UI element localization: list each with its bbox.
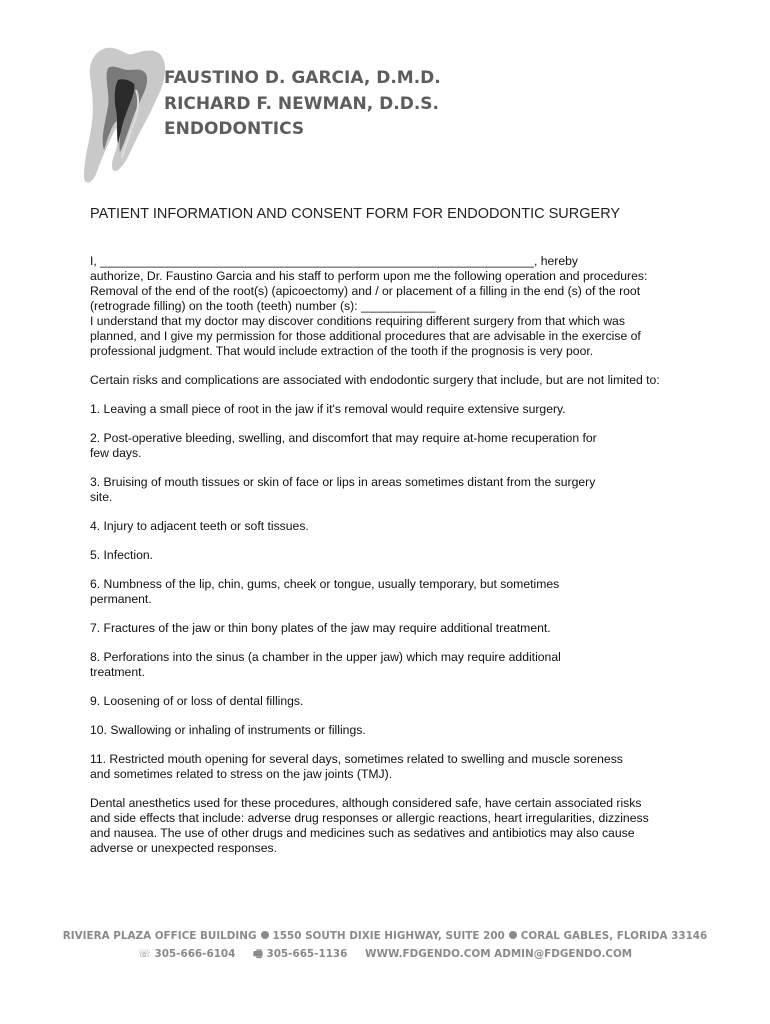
- consent-line-6: planned, and I give my permission for those additional procedures that are advisable in the exercise of: [90, 329, 641, 343]
- form-body: [90, 254, 690, 870]
- consent-line-5: I understand that my doctor may discover conditions requiring different surgery from that which was: [90, 314, 625, 328]
- risk-text: 6. Numbness of the lip, chin, gums, cheek or tongue, usually temporary, but sometimes: [90, 577, 560, 591]
- risk-item: [90, 548, 690, 563]
- footer-website: WWW.FDGENDO.COM: [365, 948, 491, 960]
- risk-text: 4. Injury to adjacent teeth or soft tissues.: [90, 519, 309, 533]
- anesthetics-line: adverse or unexpected responses.: [90, 841, 277, 855]
- risk-text-cont: permanent.: [90, 592, 152, 606]
- risk-text: 3. Bruising of mouth tissues or skin of face or lips in areas sometimes distant from the surgery: [90, 475, 596, 489]
- risk-item: [90, 475, 690, 505]
- footer-contact: [0, 946, 770, 964]
- risk-text: 5. Infection.: [90, 548, 154, 562]
- risk-item: [90, 431, 690, 461]
- footer-building: RIVIERA PLAZA OFFICE BUILDING: [62, 930, 257, 942]
- footer-street: 1550 SOUTH DIXIE HIGHWAY, SUITE 200: [272, 930, 505, 942]
- practice-specialty: ENDODONTICS: [164, 119, 305, 139]
- practice-doctor-1: FAUSTINO D. GARCIA, D.M.D.: [164, 68, 441, 88]
- risk-text: 9. Loosening of or loss of dental fillings.: [90, 694, 304, 708]
- risk-text-cont: and sometimes related to stress on the jaw joints (TMJ).: [90, 767, 393, 781]
- footer-phone: 305-666-6104: [154, 948, 236, 960]
- bullet-icon: [509, 931, 517, 939]
- anesthetics-line: and nausea. The use of other drugs and medicines such as sedatives and antibiotics may also cause: [90, 826, 635, 840]
- consent-line-1: I, ________________________________________________________________, hereby: [90, 254, 578, 268]
- risk-text: 10. Swallowing or inhaling of instruments or fillings.: [90, 723, 366, 737]
- risk-text-cont: treatment.: [90, 665, 145, 679]
- form-title: PATIENT INFORMATION AND CONSENT FORM FOR ENDODONTIC SURGERY: [90, 206, 621, 222]
- consent-line-3: Removal of the end of the root(s) (apicoectomy) and / or placement of a filling in the end (s) of the root: [90, 284, 641, 298]
- risk-text: 7. Fractures of the jaw or thin bony plates of the jaw may require additional treatment.: [90, 621, 551, 635]
- risk-text-cont: site.: [90, 490, 113, 504]
- risk-item: [90, 650, 690, 680]
- risk-item: [90, 723, 690, 738]
- anesthetics-line: and side effects that include: adverse drug responses or allergic reactions, heart irregularities, dizziness: [90, 811, 649, 825]
- practice-header: [164, 66, 441, 143]
- risk-text: 8. Perforations into the sinus (a chamber in the upper jaw) which may require additional: [90, 650, 561, 664]
- risk-item: [90, 519, 690, 534]
- risk-text: 2. Post-operative bleeding, swelling, and discomfort that may require at-home recuperation for: [90, 431, 597, 445]
- risk-item: [90, 402, 690, 417]
- footer-fax: 305-665-1136: [266, 948, 348, 960]
- risk-item: [90, 621, 690, 636]
- consent-line-4: (retrograde filling) on the tooth (teeth) number (s): ___________: [90, 299, 436, 313]
- phone-icon: ☏: [137, 948, 151, 960]
- footer-city: CORAL GABLES, FLORIDA 33146: [520, 930, 708, 942]
- risk-text-cont: few days.: [90, 446, 142, 460]
- consent-paragraph: [90, 254, 690, 359]
- footer-address: [0, 930, 770, 942]
- risk-item: [90, 694, 690, 709]
- consent-line-2: authorize, Dr. Faustino Garcia and his staff to perform upon me the following operation and procedures:: [90, 269, 648, 283]
- risk-text: 11. Restricted mouth opening for several days, sometimes related to swelling and muscle soreness: [90, 752, 623, 766]
- footer-email: ADMIN@FDGENDO.COM: [494, 948, 633, 960]
- consent-line-7: professional judgment. That would include extraction of the tooth if the prognosis is very poor.: [90, 344, 594, 358]
- anesthetics-paragraph: [90, 796, 690, 856]
- risk-text: 1. Leaving a small piece of root in the jaw if it's removal would require extensive surgery.: [90, 402, 566, 416]
- practice-doctor-2: RICHARD F. NEWMAN, D.D.S.: [164, 93, 439, 114]
- anesthetics-line: Dental anesthetics used for these procedures, although considered safe, have certain associated risks: [90, 796, 642, 810]
- tooth-root-icon: [78, 40, 168, 190]
- bullet-icon: [261, 931, 269, 939]
- risk-item: [90, 752, 690, 782]
- risks-intro: Certain risks and complications are associated with endodontic surgery that include, but are not limited to:: [90, 373, 660, 387]
- fax-icon: 🖷: [253, 948, 263, 960]
- risk-item: [90, 577, 690, 607]
